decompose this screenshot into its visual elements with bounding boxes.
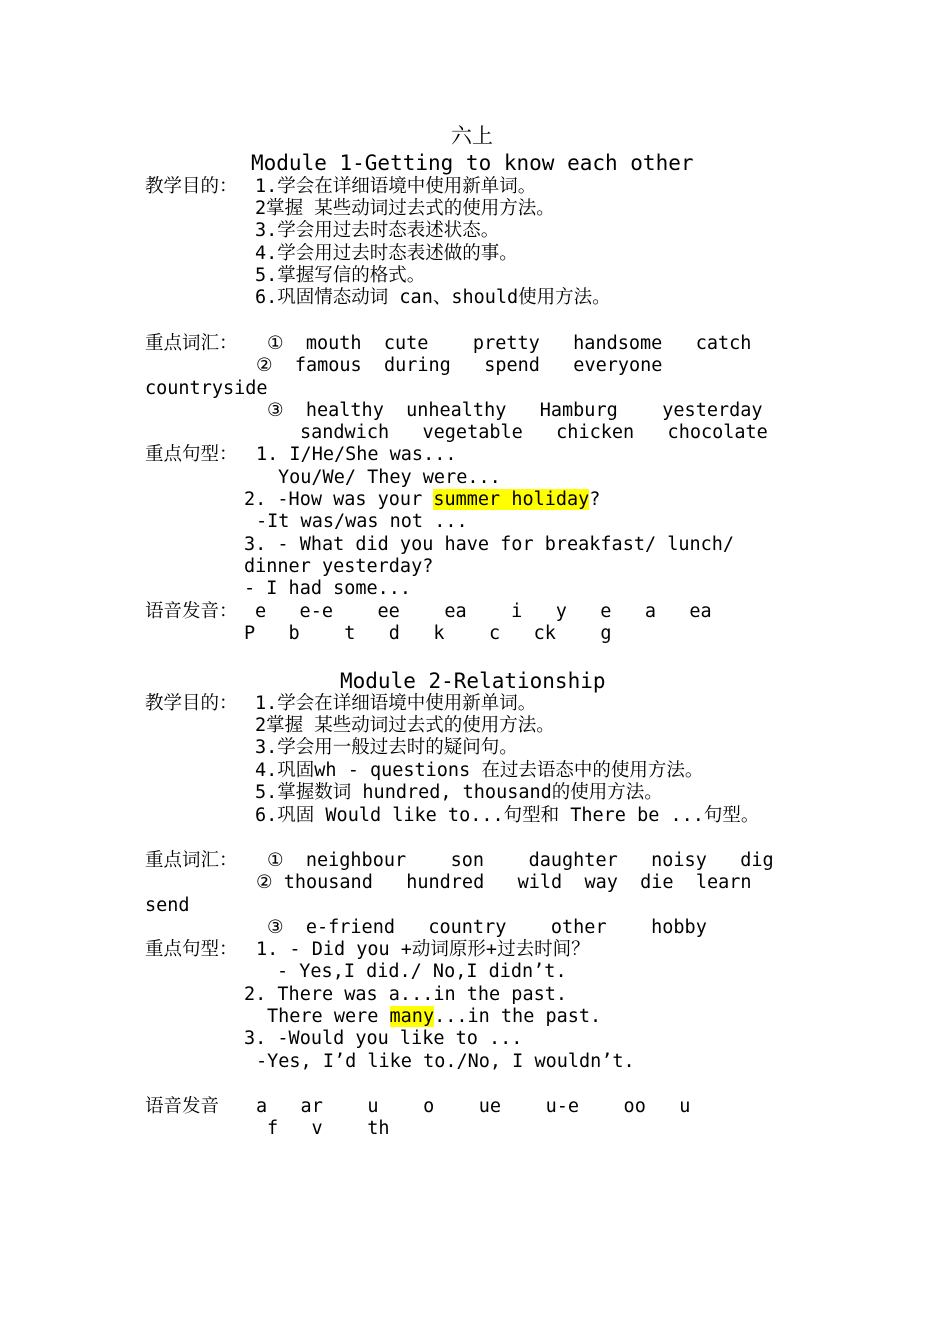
module2-objective: 5.掌握数词 hundred, thousand的使用方法。 xyxy=(255,782,663,803)
module1-objective: 6.巩固情态动词 can、should使用方法。 xyxy=(255,287,611,308)
pattern-text: 2. -How was your xyxy=(244,489,434,510)
module1-vocab-line: sandwich vegetable chicken chocolate xyxy=(300,422,768,443)
highlighted-text: many xyxy=(389,1006,435,1027)
module2-phonics-label: 语音发音 xyxy=(145,1096,220,1117)
module2-vocab-line: ③ e-friend country other hobby xyxy=(267,917,707,938)
module1-phonics-line: P b t d k c ck g xyxy=(244,623,612,644)
module2-title: Module 2-Relationship xyxy=(340,669,606,693)
module1-objective: 2掌握 某些动词过去式的使用方法。 xyxy=(255,198,555,219)
module2-objective: 3.学会用一般过去时的疑问句。 xyxy=(255,737,518,758)
module1-vocab-line: countryside xyxy=(145,378,268,399)
module1-vocab-line: ② famous during spend everyone xyxy=(256,355,663,376)
module1-objective: 3.学会用过去时态表述状态。 xyxy=(255,220,500,241)
module1-vocab-line: ① mouth cute pretty handsome catch xyxy=(267,333,752,354)
module1-phonics-label: 语音发音： xyxy=(145,601,238,622)
module2-vocab-line: ② thousand hundred wild way die learn xyxy=(256,872,752,893)
module1-pattern: dinner yesterday? xyxy=(244,556,434,577)
module1-objective: 4.学会用过去时态表述做的事。 xyxy=(255,243,518,264)
module2-pattern: 3. -Would you like to ... xyxy=(244,1028,523,1049)
module1-vocab-label: 重点词汇： xyxy=(145,333,238,354)
module2-objective: 1.学会在详细语境中使用新单词。 xyxy=(255,693,537,714)
module1-pattern xyxy=(244,489,600,511)
module1-patterns-label: 重点句型： xyxy=(145,444,238,465)
module2-pattern xyxy=(267,1006,601,1028)
module1-objective: 1.学会在详细语境中使用新单词。 xyxy=(255,176,537,197)
module2-patterns-label: 重点句型： xyxy=(145,939,238,960)
module2-phonics-line: f v th xyxy=(267,1118,390,1139)
module2-vocab-line: ① neighbour son daughter noisy dig xyxy=(267,850,774,871)
module1-objectives-label: 教学目的： xyxy=(145,176,238,197)
module1-pattern: - I had some... xyxy=(244,578,412,599)
pattern-text: ...in the past. xyxy=(434,1006,602,1027)
module2-objective: 2掌握 某些动词过去式的使用方法。 xyxy=(255,715,555,736)
module2-pattern: - Yes,I did./ No,I didn’t. xyxy=(277,961,567,982)
module2-pattern: 1. - Did you +动词原形+过去时间？ xyxy=(256,939,590,960)
module2-objective: 4.巩固wh - questions 在过去语态中的使用方法。 xyxy=(255,760,704,781)
module1-phonics-line: e e-e ee ea i y e a ea xyxy=(255,601,712,622)
page-header: 六上 xyxy=(451,124,493,148)
pattern-text: ? xyxy=(589,489,601,510)
module2-pattern: -Yes, I’d like to./No, I wouldn’t. xyxy=(256,1051,635,1072)
module1-objective: 5.掌握写信的格式。 xyxy=(255,265,426,286)
module1-pattern: 1. I/He/She was... xyxy=(256,444,457,465)
module2-objectives-label: 教学目的： xyxy=(145,693,238,714)
module2-objective: 6.巩固 Would like to...句型和 There be ...句型。 xyxy=(255,805,760,826)
module1-title: Module 1-Getting to know each other xyxy=(251,151,694,175)
highlighted-text: summer holiday xyxy=(433,489,590,510)
module1-pattern: You/We/ They were... xyxy=(278,467,501,488)
pattern-text: There were xyxy=(267,1006,390,1027)
module1-pattern: -It was/was not ... xyxy=(256,511,468,532)
module2-pattern: 2. There was a...in the past. xyxy=(244,984,568,1005)
module1-vocab-line: ③ healthy unhealthy Hamburg yesterday xyxy=(267,400,763,421)
module2-phonics-line: a ar u o ue u-e oo u xyxy=(256,1096,691,1117)
module1-pattern: 3. - What did you have for breakfast/ lunch/ xyxy=(244,534,735,555)
module2-vocab-line: send xyxy=(145,895,190,916)
module2-vocab-label: 重点词汇： xyxy=(145,850,238,871)
